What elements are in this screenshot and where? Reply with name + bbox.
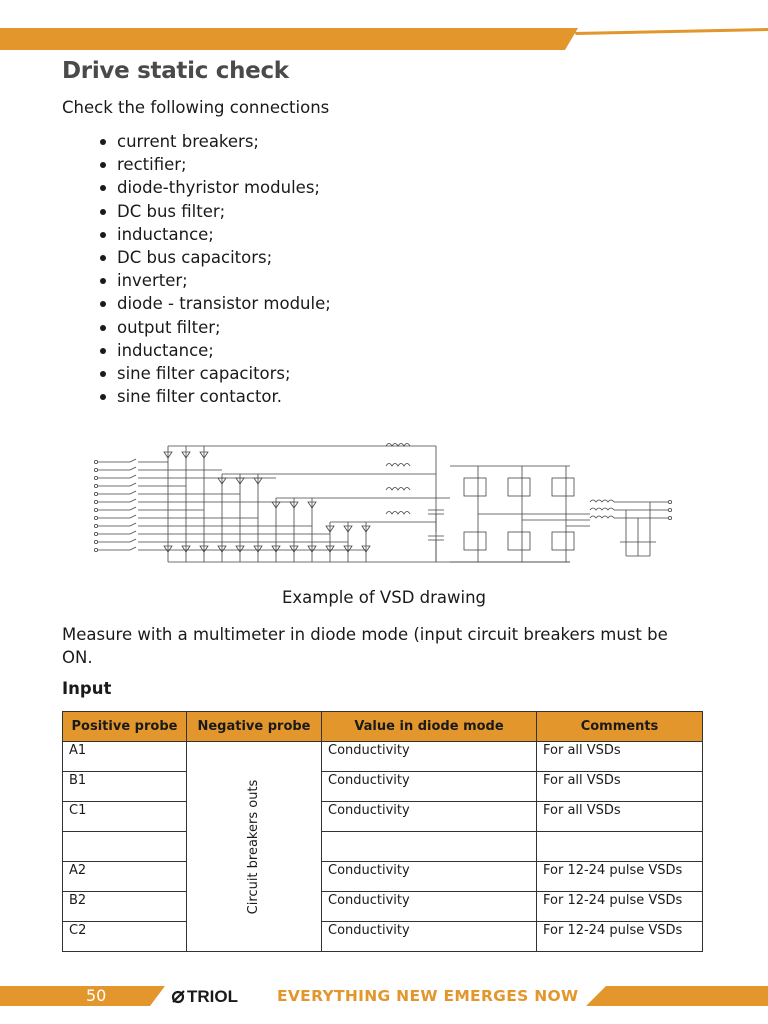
- triol-logo: [170, 986, 265, 1006]
- table-row: [63, 742, 703, 772]
- comment-cell: For all VSDs: [537, 742, 703, 772]
- value-cell: Conductivity: [322, 922, 537, 952]
- dc-bus-capacitors: [428, 498, 450, 562]
- header-negative-probe: Negative probe: [187, 712, 322, 742]
- connection-checklist: [62, 131, 331, 409]
- comment-cell: For 12-24 pulse VSDs: [537, 922, 703, 952]
- inverter-bridge: [450, 466, 590, 562]
- table-header-row: [63, 712, 703, 742]
- negative-probe-label: Circuit breakers outs: [246, 779, 261, 914]
- value-cell: Conductivity: [322, 802, 537, 832]
- dc-inductors: [386, 444, 436, 563]
- list-item: diode - transistor module;: [62, 293, 331, 316]
- value-cell: Conductivity: [322, 862, 537, 892]
- page-number: 50: [86, 986, 107, 1005]
- list-item: diode-thyristor modules;: [62, 177, 331, 200]
- positive-probe-cell: [63, 832, 187, 862]
- rectifier-bridge: [164, 446, 570, 562]
- positive-probe-cell: C1: [63, 802, 187, 832]
- list-item: current breakers;: [62, 131, 331, 154]
- measure-instruction: Measure with a multimeter in diode mode (input circuit breakers must be ON.: [62, 625, 668, 667]
- input-terminals: [94, 460, 97, 551]
- list-item: inductance;: [62, 224, 331, 247]
- positive-probe-cell: B2: [63, 892, 187, 922]
- intro-text: Check the following connections: [62, 98, 330, 117]
- table-row: [63, 772, 703, 802]
- table-row: [63, 862, 703, 892]
- positive-probe-cell: A2: [63, 862, 187, 892]
- value-cell: Conductivity: [322, 772, 537, 802]
- input-probe-table: [62, 711, 703, 952]
- comment-cell: For 12-24 pulse VSDs: [537, 892, 703, 922]
- list-item: DC bus filter;: [62, 201, 331, 224]
- figure-caption: Example of VSD drawing: [281, 588, 487, 607]
- list-item: rectifier;: [62, 154, 331, 177]
- comment-cell: For 12-24 pulse VSDs: [537, 862, 703, 892]
- negative-probe-merged-cell: [187, 742, 322, 952]
- comment-cell: For all VSDs: [537, 802, 703, 832]
- value-cell: Conductivity: [322, 892, 537, 922]
- table-row: [63, 802, 703, 832]
- footer-tagline: EVERYTHING NEW EMERGES NOW: [277, 987, 579, 1005]
- positive-probe-cell: B1: [63, 772, 187, 802]
- list-item: output filter;: [62, 317, 331, 340]
- breaker-lines: [98, 459, 366, 550]
- positive-probe-cell: A1: [63, 742, 187, 772]
- positive-probe-cell: C2: [63, 922, 187, 952]
- value-cell: Conductivity: [322, 742, 537, 772]
- header-band: [0, 28, 768, 50]
- table-row: [63, 892, 703, 922]
- comment-cell: [537, 832, 703, 862]
- output-filter: [590, 500, 672, 556]
- list-item: sine filter contactor.: [62, 386, 331, 409]
- list-item: DC bus capacitors;: [62, 247, 331, 270]
- input-heading: Input: [62, 679, 112, 698]
- list-item: sine filter capacitors;: [62, 363, 331, 386]
- vsd-schematic: [90, 436, 680, 572]
- comment-cell: For all VSDs: [537, 772, 703, 802]
- header-comments: Comments: [537, 712, 703, 742]
- header-value-diode-mode: Value in diode mode: [322, 712, 537, 742]
- triol-logo-mark-icon: [173, 991, 184, 1002]
- list-item: inverter;: [62, 270, 331, 293]
- table-row: [63, 832, 703, 862]
- header-positive-probe: Positive probe: [63, 712, 187, 742]
- svg-text:TRIOL: TRIOL: [187, 987, 238, 1006]
- table-row: [63, 922, 703, 952]
- list-item: inductance;: [62, 340, 331, 363]
- page-title: Drive static check: [62, 58, 289, 84]
- value-cell: [322, 832, 537, 862]
